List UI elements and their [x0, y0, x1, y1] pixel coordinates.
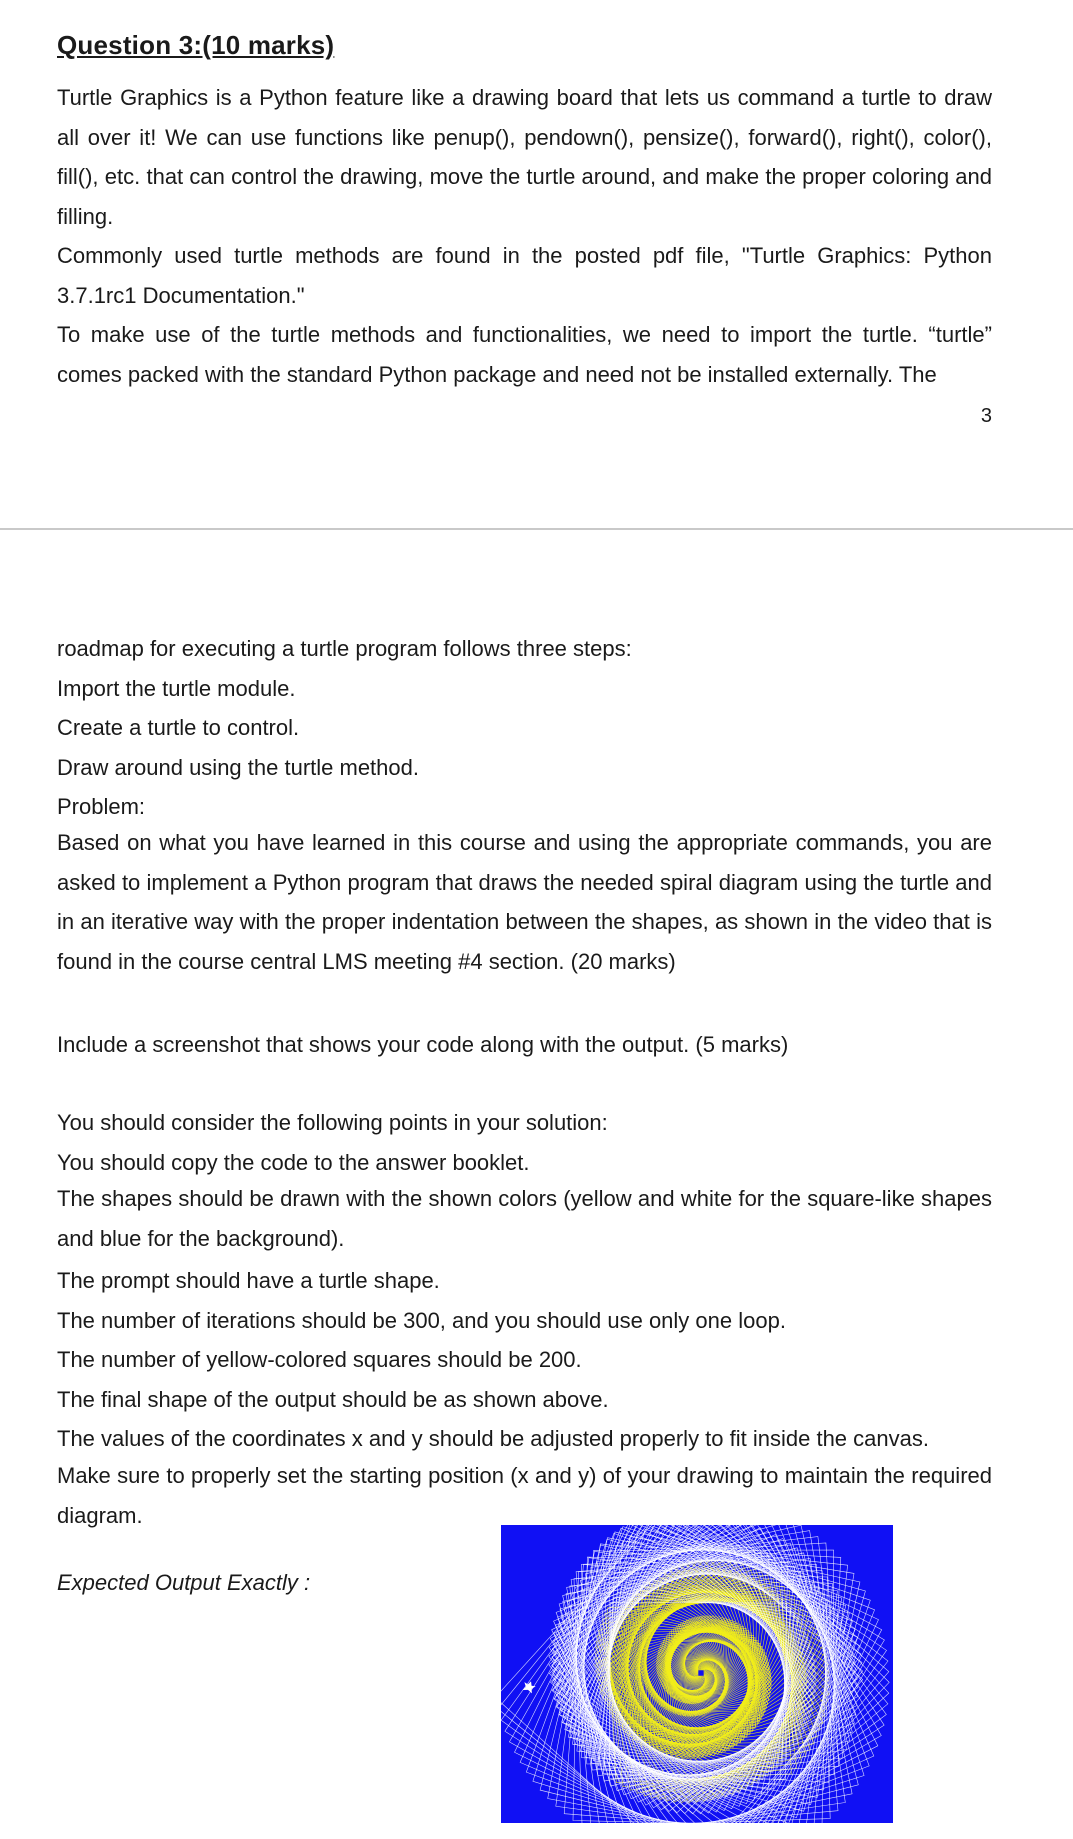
- step-import: Import the turtle module.: [57, 676, 296, 701]
- roadmap-line: roadmap for executing a turtle program follows three steps:: [57, 636, 632, 661]
- point-start-position: Make sure to properly set the starting position (x and y) of your drawing to maintain the required diagram.: [57, 1463, 992, 1528]
- import-paragraph: To make use of the turtle methods and functionalities, we need to import the turtle. “turtle” comes packed with the standard Python package and need not be installed externally. The: [57, 322, 992, 387]
- point-final-shape: The final shape of the output should be as shown above.: [57, 1387, 609, 1412]
- yellow-square: [698, 1670, 704, 1676]
- step-draw: Draw around using the turtle method.: [57, 755, 419, 780]
- point-copy-code: You should copy the code to the answer booklet.: [57, 1150, 530, 1175]
- point-colors: The shapes should be drawn with the shown colors (yellow and white for the square-like shapes and blue for the background).: [57, 1186, 992, 1251]
- spiral-drawing: [501, 1525, 893, 1823]
- problem-paragraph: Based on what you have learned in this course and using the appropriate commands, you are asked to implement a Python program that draws the needed spiral diagram using the turtle and in an iterative way with the proper indentation between the shapes, as shown in the video that is found in the course central LMS meeting #4 section. (20 marks): [57, 830, 992, 974]
- screenshot-requirement: Include a screenshot that shows your code along with the output. (5 marks): [57, 1032, 789, 1057]
- yellow-square: [698, 1669, 705, 1676]
- step-create: Create a turtle to control.: [57, 715, 300, 740]
- point-coordinates: The values of the coordinates x and y should be adjusted properly to fit inside the canvas.: [57, 1426, 929, 1451]
- expected-output-label: Expected Output Exactly :: [57, 1570, 311, 1595]
- point-yellow-squares: The number of yellow-colored squares should be 200.: [57, 1347, 582, 1372]
- question-title: Question 3:(10 marks): [57, 30, 335, 60]
- problem-heading: Problem:: [57, 794, 146, 819]
- page-divider: [0, 528, 1073, 530]
- spiral-squares: [501, 1525, 889, 1823]
- point-iterations: The number of iterations should be 300, and you should use only one loop.: [57, 1308, 786, 1333]
- expected-output-image: [501, 1525, 893, 1823]
- page-number: 3: [980, 405, 992, 427]
- intro-paragraph: Turtle Graphics is a Python feature like a drawing board that lets us command a turtle to draw all over it! We can use functions like penup(), pendown(), pensize(), forward(), right(), color(), fill(), etc. that can control the drawing, move the turtle around, and make the proper coloring and filling.: [57, 85, 992, 229]
- methods-paragraph: Commonly used turtle methods are found in the posted pdf file, "Turtle Graphics: Python 3.7.1rc1 Documentation.": [57, 243, 992, 308]
- consider-heading: You should consider the following points in your solution:: [57, 1110, 608, 1135]
- point-turtle-shape: The prompt should have a turtle shape.: [57, 1268, 440, 1293]
